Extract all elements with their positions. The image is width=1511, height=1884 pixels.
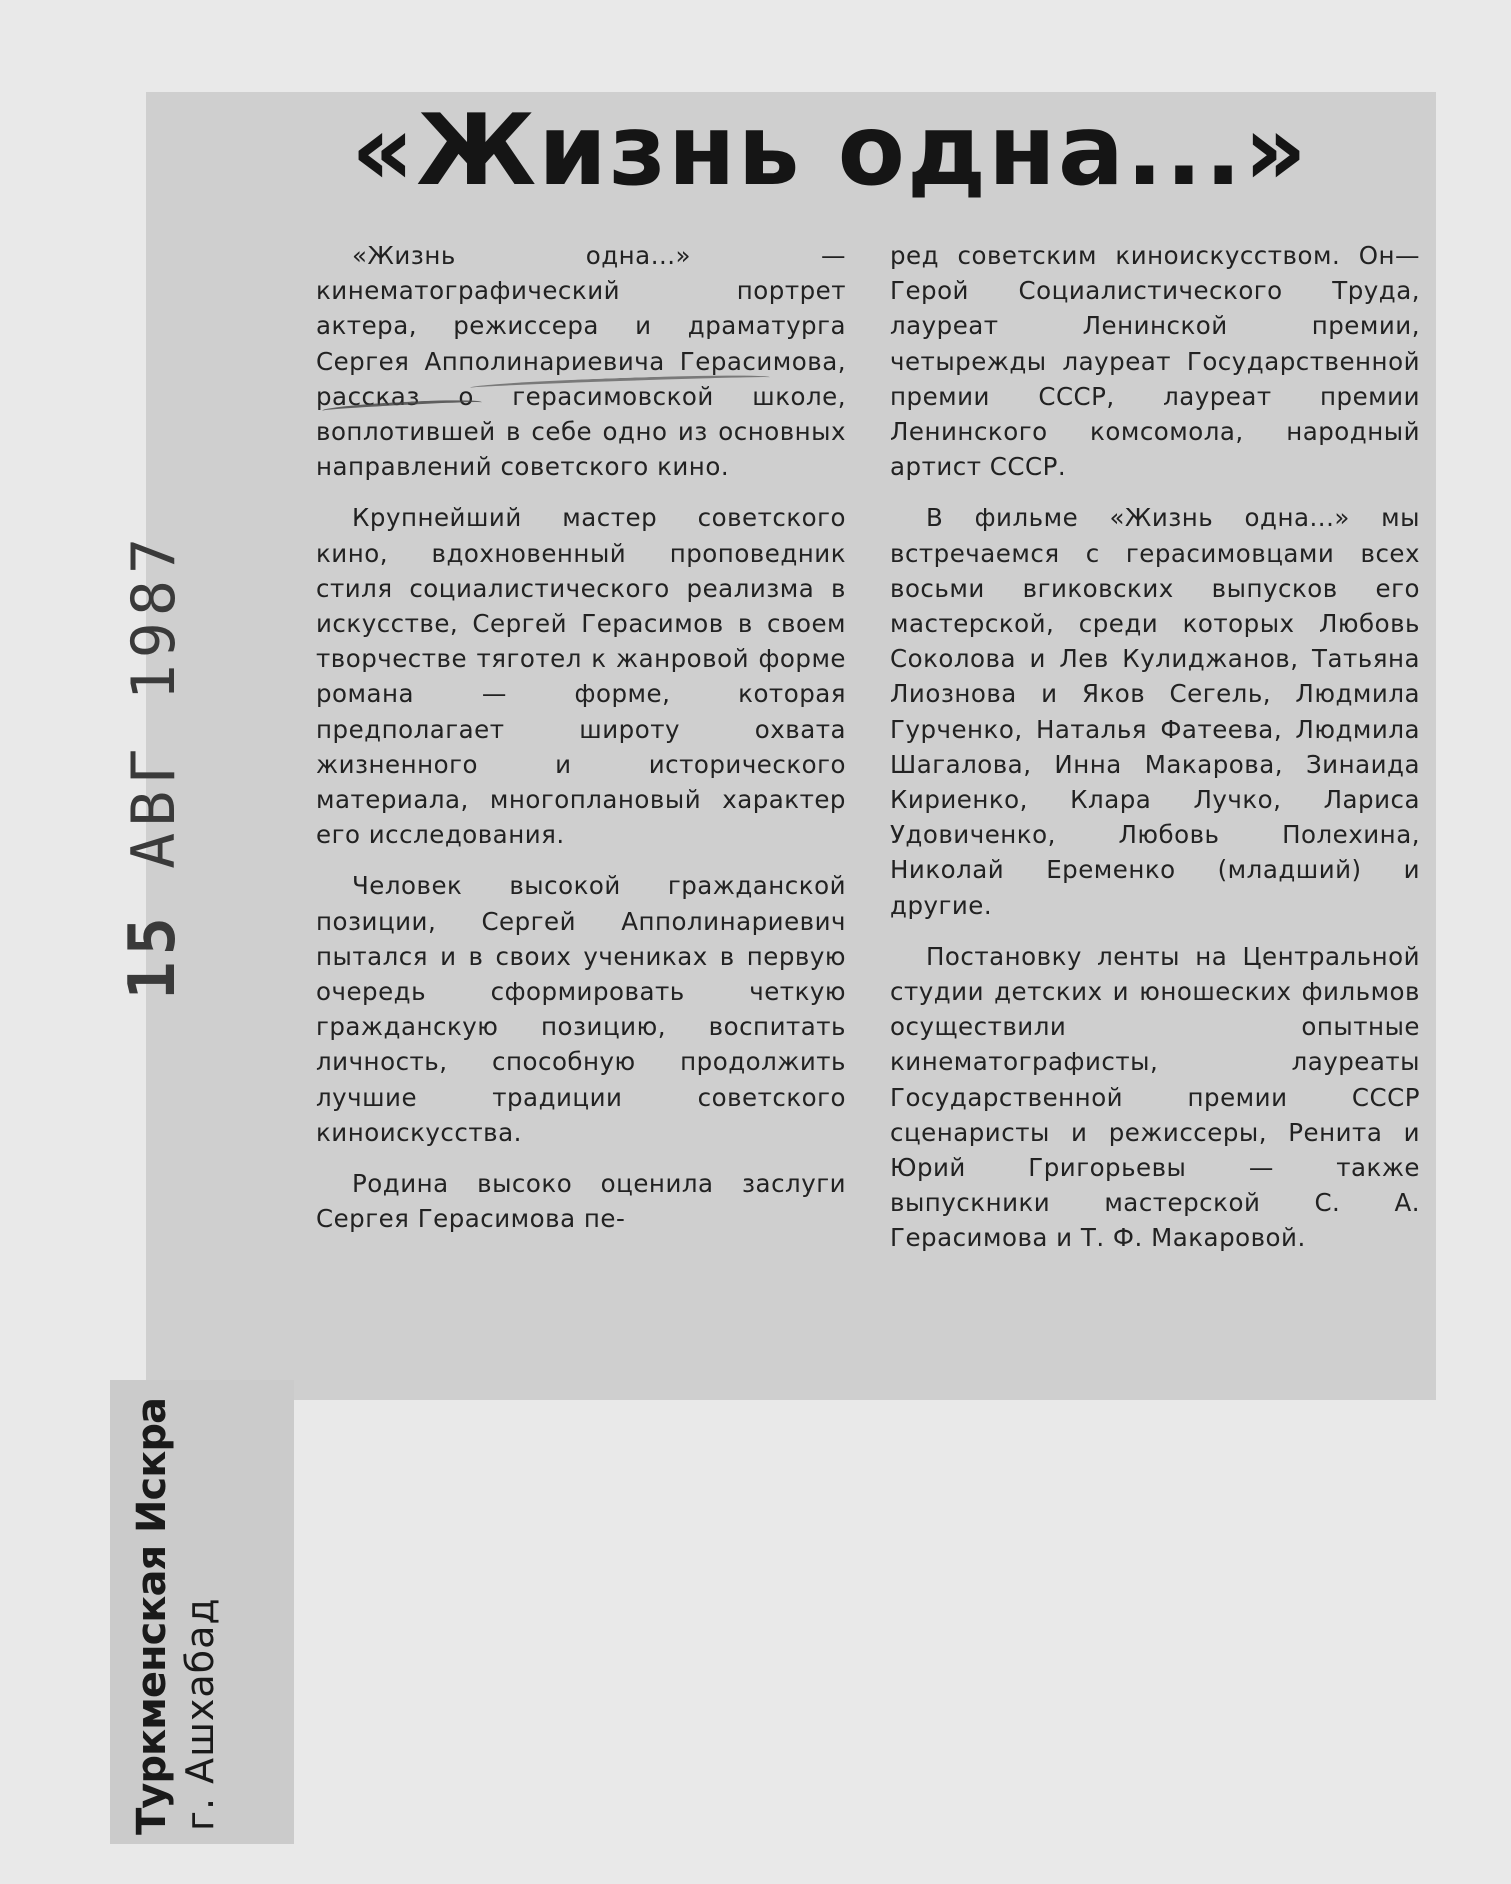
paragraph: Родина высоко оценила заслуги Сергея Герасимова пе- (316, 1169, 846, 1234)
source-label (128, 1355, 238, 1835)
paragraph: «Жизнь одна...» — кинематографический портрет актера, режиссера и драматурга Сергея Апполинариевича Герасимова, рассказ о герасимовской школе, воплотившей в себе одно из основных направлений советского кино. (316, 241, 846, 482)
paragraph: Постановку ленты на Центральной студии детских и юношеских фильмов осуществили опытные кинематографисты, лауреаты Государственной премии СССР сценаристы и режиссеры, Ренита и Юрий Григорьевы — также выпускники мастерской С. А. Герасимова и Т. Ф. Макаровой. (890, 941, 1420, 1253)
stamp-day: 15 (116, 910, 190, 1000)
paragraph: Крупнейший мастер советского кино, вдохновенный проповедник стиля социалистического реализма в искусстве, Сергей Герасимов в своем творчестве тяготел к жанровой форме романа — форме, которая предполагает широту охвата жизненного и исторического материала, многоплановый характер его исследования. (316, 503, 846, 850)
newspaper-city: г. Ашхабад (178, 1597, 222, 1831)
paragraph: Человек высокой гражданской позиции, Сергей Апполинариевич пытался и в своих учениках в первую очередь сформировать четкую гражданскую позицию, воспитать личность, способную продолжить лучшие традиции советского киноискусства. (316, 871, 846, 1147)
article-column-left (316, 238, 846, 1252)
article-title: «Жизнь одна...» (351, 94, 1309, 208)
newspaper-name: Туркменская Искра (129, 1397, 175, 1835)
article-column-right (890, 238, 1420, 1272)
paragraph: ред советским киноискусством. Он—Герой Социалистического Труда, лауреат Ленинской премии, четырежды лауреат Государственной премии СССР, лауреат премии Ленинского комсомола, народный артист СССР. (890, 241, 1420, 482)
stamp-month-year: АВГ 1987 (119, 531, 189, 869)
paragraph: В фильме «Жизнь одна...» мы встречаемся с герасимовцами всех восьми вгиковских выпусков его мастерской, среди которых Любовь Соколова и Лев Кулиджанов, Татьяна Лиознова и Яков Сегель, Людмила Гурченко, Наталья Фатеева, Людмила Шагалова, Инна Макарова, Зинаида Кириенко, Клара Лучко, Лариса Удовиченко, Любовь Полехина, Николай Еременко (младший) и другие. (890, 503, 1420, 920)
date-stamp (118, 500, 188, 1000)
